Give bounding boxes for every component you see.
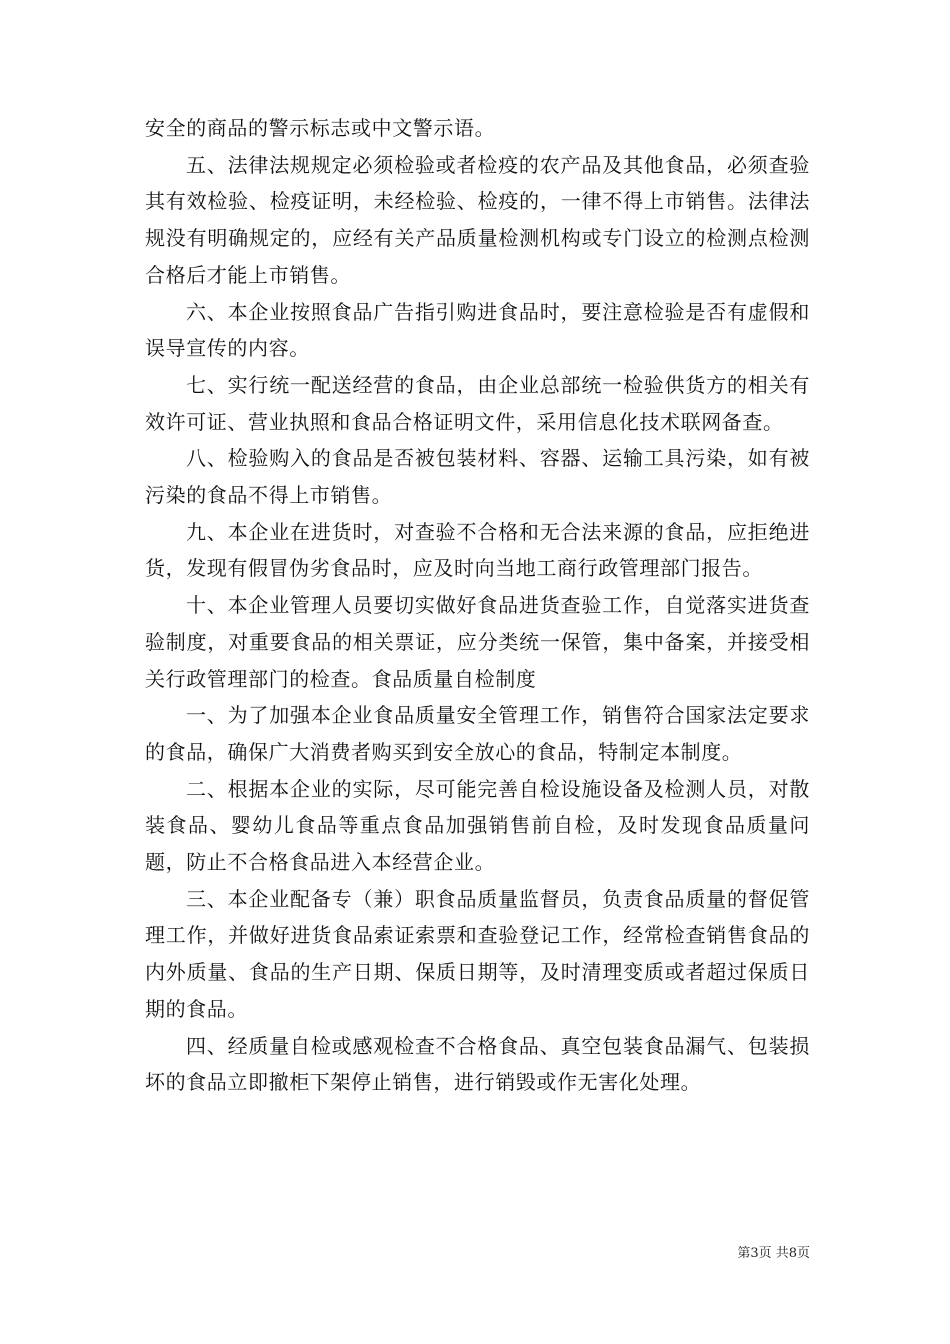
page-footer — [660, 1242, 810, 1261]
paragraph-selfcheck-2: 二、根据本企业的实际，尽可能完善自检设施设备及检测人员，对散装食品、婴幼儿食品等重点食品加强销售前自检，及时发现食品质量问题，防止不合格食品进入本经营企业。 — [145, 776, 810, 875]
paragraph-item-9: 九、本企业在进货时，对查验不合格和无合法来源的食品，应拒绝进货，发现有假冒伪劣食品时，应及时向当地工商行政管理部门报告。 — [145, 519, 810, 581]
paragraph-item-7: 七、实行统一配送经营的食品，由企业总部统一检验供货方的相关有效许可证、营业执照和食品合格证明文件，采用信息化技术联网备查。 — [145, 372, 810, 434]
page-number: 第3页 共8页 — [737, 1246, 810, 1261]
document-body — [145, 110, 810, 1101]
paragraph-selfcheck-1: 一、为了加强本企业食品质量安全管理工作，销售符合国家法定要求的食品，确保广大消费者购买到安全放心的食品，特制定本制度。 — [145, 703, 810, 764]
paragraph-continuation: 安全的商品的警示标志或中文警示语。 — [145, 116, 496, 140]
paragraph-item-10: 十、本企业管理人员要切实做好食品进货查验工作，自觉落实进货查验制度，对重要食品的相关票证，应分类统一保管，集中备案，并接受相关行政管理部门的检查。食品质量自检制度 — [145, 593, 810, 691]
paragraph-item-6: 六、本企业按照食品广告指引购进食品时，要注意检验是否有虚假和误导宣传的内容。 — [145, 299, 810, 361]
paragraph-selfcheck-4: 四、经质量自检或感观检查不合格食品、真空包装食品漏气、包装损坏的食品立即撤柜下架停止销售，进行销毁或作无害化处理。 — [145, 1033, 810, 1095]
paragraph-item-5: 五、法律法规规定必须检验或者检疫的农产品及其他食品，必须查验其有效检验、检疫证明，未经检验、检疫的，一律不得上市销售。法律法规没有明确规定的，应经有关产品质量检测机构或专门设立的检测点检测合格后才能上市销售。 — [145, 152, 810, 287]
paragraph-selfcheck-3: 三、本企业配备专（兼）职食品质量监督员，负责食品质量的督促管理工作，并做好进货食品索证索票和查验登记工作，经常检查销售食品的内外质量、食品的生产日期、保质日期等，及时清理变质或者超过保质日期的食品。 — [145, 886, 810, 1021]
paragraph-item-8: 八、检验购入的食品是否被包装材料、容器、运输工具污染，如有被污染的食品不得上市销售。 — [145, 446, 810, 508]
